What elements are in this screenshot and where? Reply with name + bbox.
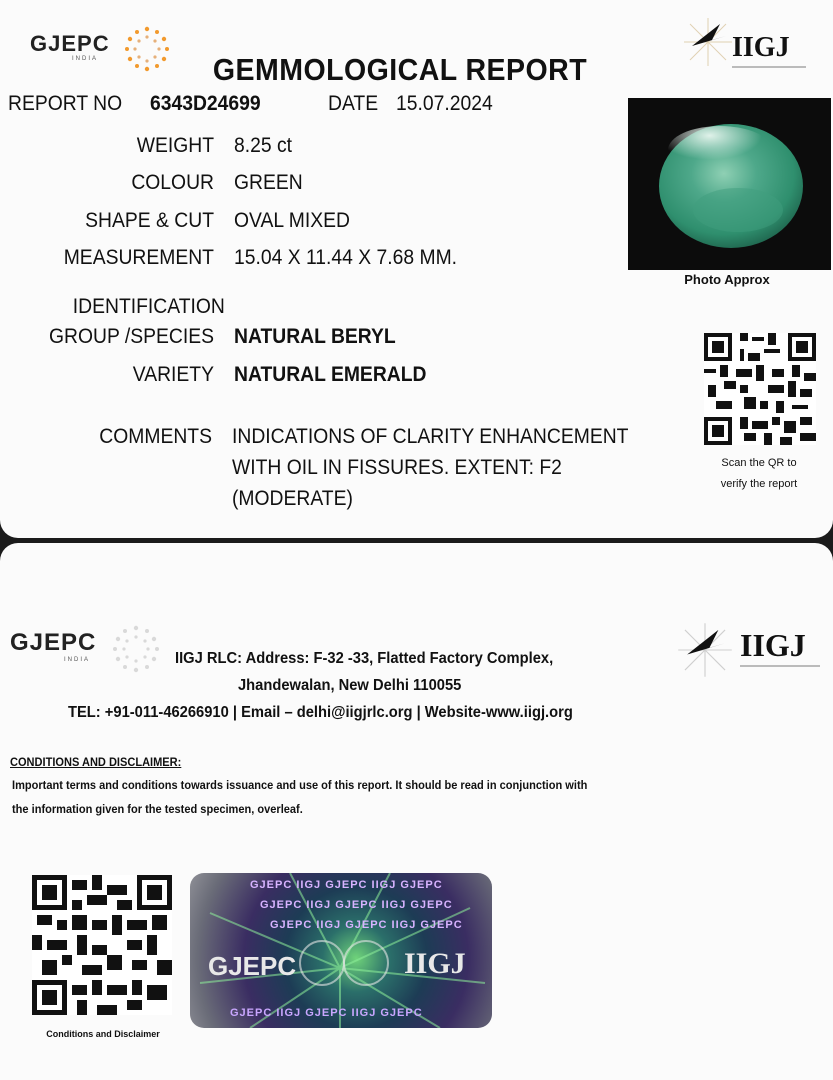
comments-line-3: (MODERATE) <box>232 487 353 510</box>
verify-qr-code[interactable] <box>704 333 816 445</box>
iigj-logo-text: IIGJ <box>732 32 790 63</box>
comments-line-2: WITH OIL IN FISSURES. EXTENT: F2 <box>232 456 562 479</box>
photo-caption: Photo Approx <box>684 272 770 287</box>
comments-label: COMMENTS <box>99 425 212 448</box>
hologram-repeat-text-2: GJEPC IIGJ GJEPC IIGJ GJEPC <box>260 899 453 911</box>
back-gjepc-logo-subtext: INDIA <box>64 657 91 663</box>
gjepc-logo-text: GJEPC <box>30 31 110 56</box>
comments-line-1: INDICATIONS OF CLARITY ENHANCEMENT <box>232 425 629 448</box>
report-front-card <box>0 0 833 538</box>
conditions-qr-code[interactable] <box>32 875 172 1015</box>
variety-value: NATURAL EMERALD <box>234 363 427 386</box>
weight-value: 8.25 ct <box>234 134 293 157</box>
measurement-label: MEASUREMENT <box>63 246 215 269</box>
group-species-label: GROUP /SPECIES <box>49 325 214 348</box>
back-iigj-star-icon <box>676 621 734 679</box>
back-gjepc-sunburst-icon <box>110 623 162 675</box>
conditions-title: CONDITIONS AND DISCLAIMER: <box>10 755 182 769</box>
colour-value: GREEN <box>234 171 303 194</box>
gemstone-photo <box>628 98 831 270</box>
hologram-gjepc-text: GJEPC <box>208 951 297 981</box>
conditions-line-2: the information given for the tested specimen, overleaf. <box>12 802 303 816</box>
hologram-repeat-text-4: GJEPC IIGJ GJEPC IIGJ GJEPC <box>230 1007 423 1019</box>
conditions-qr-caption: Conditions and Disclaimer <box>46 1029 160 1039</box>
back-iigj-logo-underline <box>740 665 820 667</box>
back-iigj-logo <box>676 615 826 685</box>
identification-label: IDENTIFICATION <box>72 295 225 318</box>
variety-label: VARIETY <box>132 363 214 386</box>
back-gjepc-logo-text: GJEPC <box>10 629 97 656</box>
group-species-value: NATURAL BERYL <box>234 325 396 348</box>
qr-caption-line-2: verify the report <box>720 478 798 490</box>
report-no-value: 6343D24699 <box>150 92 261 115</box>
address-line-2: Jhandewalan, New Delhi 110055 <box>238 677 462 694</box>
shape-cut-value: OVAL MIXED <box>234 209 350 232</box>
report-title: GEMMOLOGICAL REPORT <box>212 52 588 87</box>
security-hologram <box>190 873 492 1028</box>
colour-label: COLOUR <box>131 171 214 194</box>
hologram-repeat-text-3: GJEPC IIGJ GJEPC IIGJ GJEPC <box>270 919 463 931</box>
shape-cut-label: SHAPE & CUT <box>85 209 214 232</box>
back-gjepc-logo <box>10 623 170 683</box>
date-value: 15.07.2024 <box>396 92 493 115</box>
contact-line: TEL: +91-011-46266910 | Email – delhi@iigjrlc.org | Website-www.iigj.org <box>68 704 573 721</box>
hologram-iigj-text: IIGJ <box>404 947 466 980</box>
conditions-line-1: Important terms and conditions towards issuance and use of this report. It should be read in conjunction with <box>12 778 588 792</box>
report-back-card <box>0 543 833 1080</box>
qr-caption-line-1: Scan the QR to <box>721 457 797 469</box>
hologram-repeat-text-1: GJEPC IIGJ GJEPC IIGJ GJEPC <box>250 879 443 891</box>
report-no-label: REPORT NO <box>8 92 123 115</box>
measurement-value: 15.04 X 11.44 X 7.68 MM. <box>234 246 458 269</box>
back-iigj-logo-text: IIGJ <box>740 627 806 663</box>
weight-label: WEIGHT <box>136 134 214 157</box>
date-label: DATE <box>328 92 379 115</box>
gjepc-logo-subtext: INDIA <box>72 56 99 62</box>
address-line-1: IIGJ RLC: Address: F-32 -33, Flatted Factory Complex, <box>175 650 554 667</box>
